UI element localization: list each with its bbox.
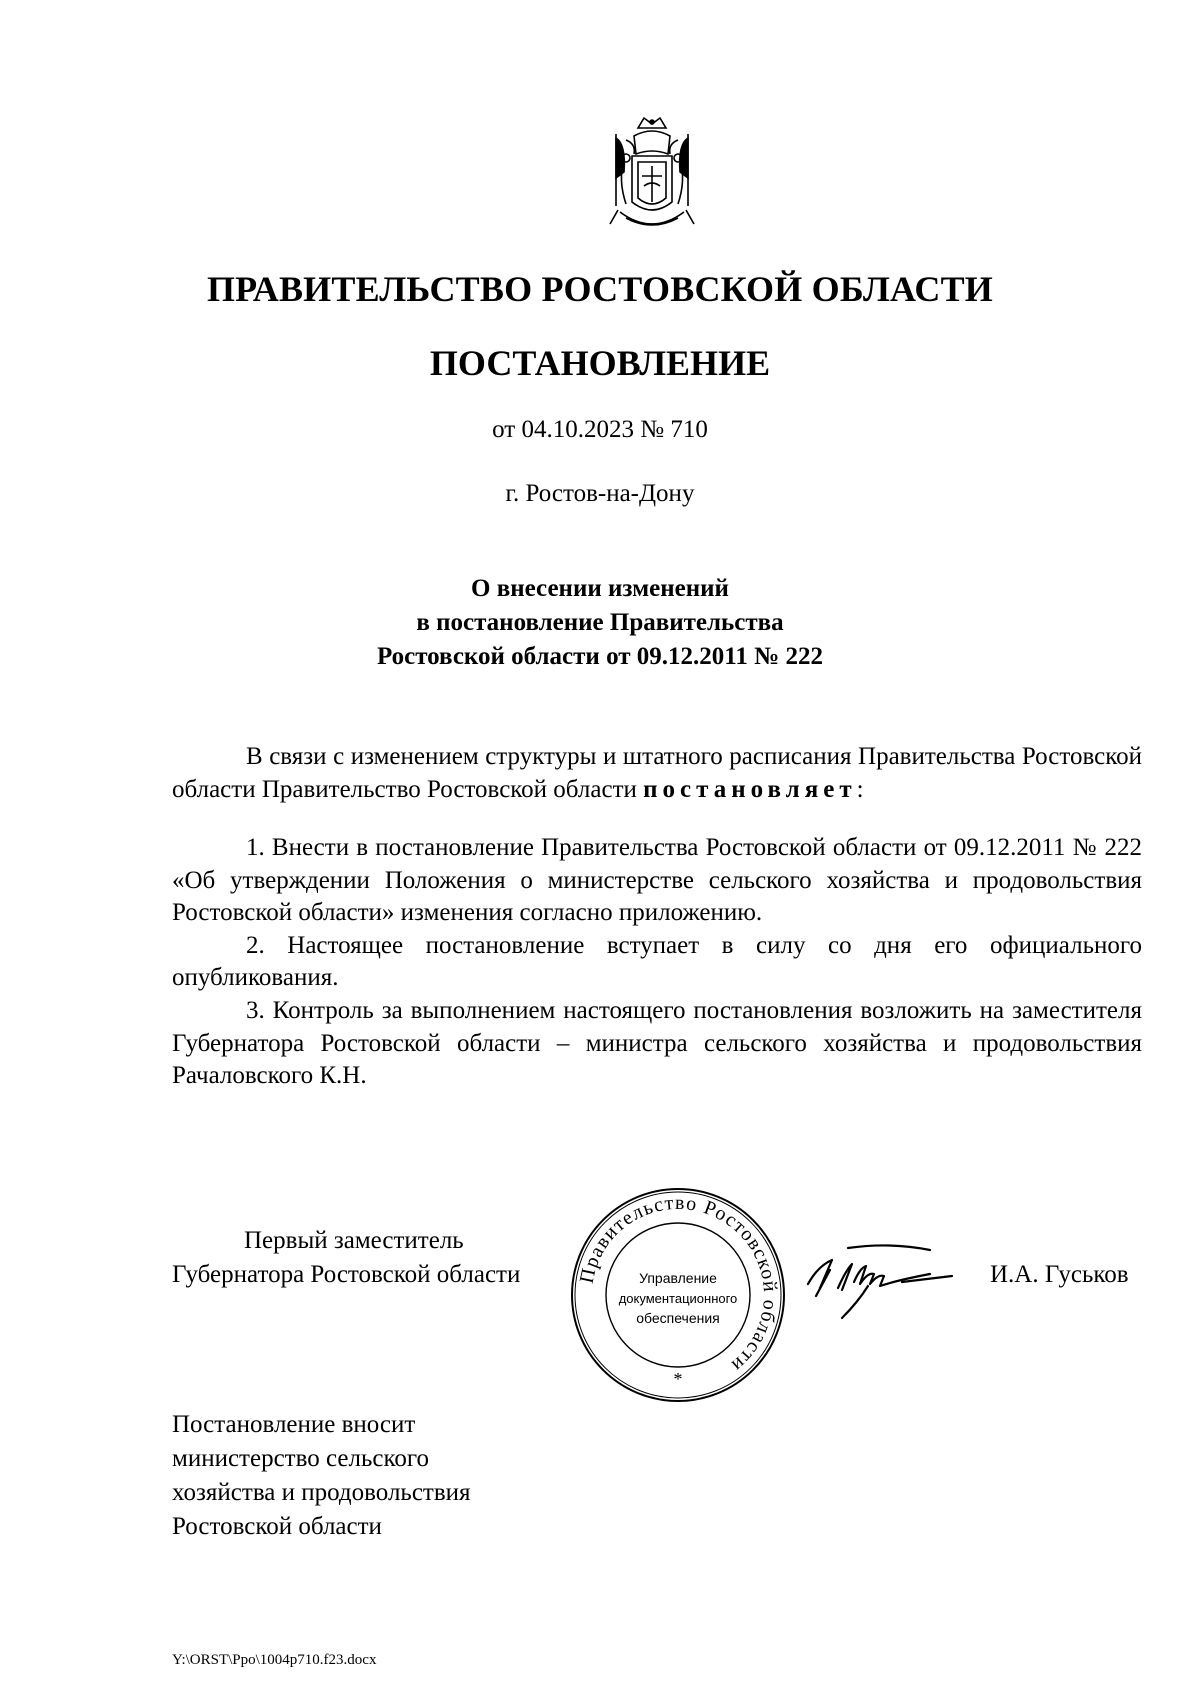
document-subject [0,572,1200,674]
coat-of-arms-icon [596,114,708,240]
resolution-items [172,832,1142,1093]
signatory-position-line: Первый заместитель [244,1227,464,1254]
resolution-item: 3. Контроль за выполнением настоящего постановления возложить на заместителя Губернатора Ростовской области – министра сельского хозяйства и продовольствия Рачаловского К.Н. [172,996,1142,1090]
submitter-line: Ростовской области [172,1513,382,1540]
signatory-name: И.А. Гуськов [990,1261,1129,1288]
seal-inner-line: документационного [618,1291,738,1306]
document-dateline: от 04.10.2023 № 710 [492,416,708,443]
subject-line: Ростовской области от 09.12.2011 № 222 [376,643,824,670]
submitter-block [172,1408,471,1544]
resolution-item: 2. Настоящее постановление вступает в силу со дня его официального опубликования. [172,931,1142,992]
decision-word: постановляет [643,775,857,803]
official-seal [568,1185,788,1405]
subject-line: О внесении изменений [471,575,729,602]
seal-inner-line: Управление [639,1270,717,1286]
subject-line: в постановление Правительства [416,609,784,636]
organization-title: ПРАВИТЕЛЬСТВО РОСТОВСКОЙ ОБЛАСТИ [206,269,994,309]
file-path: Y:\ORST\Ppo\1004p710.f23.docx [172,1652,377,1668]
seal-inner-line: обеспечения [636,1310,720,1326]
handwritten-signature [802,1226,974,1326]
preamble-colon: : [856,775,864,803]
seal-star: * [673,1369,683,1389]
resolution-item: 1. Внести в постановление Правительства Ростовской области от 09.12.2011 № 222 «Об утверждении Положения о министерстве сельского хозяйства и продовольствия Ростовской области» изменения согласно приложению. [172,834,1142,927]
document-city: г. Ростов-на-Дону [505,480,695,507]
seal-outer-text: Правительство Ростовской области [575,1191,782,1377]
submitter-line: министерство сельского [172,1445,429,1472]
preamble-paragraph [172,741,1142,806]
preamble-text: В связи с изменением структуры и штатного расписания Правительства Ростовской области Правительство Ростовской области [172,743,1142,803]
signatory-position [172,1224,520,1292]
document-type: ПОСТАНОВЛЕНИЕ [429,343,771,383]
submitter-line: Постановление вносит [172,1411,416,1438]
signatory-position-line: Губернатора Ростовской области [172,1261,521,1288]
submitter-line: хозяйства и продовольствия [172,1479,471,1506]
